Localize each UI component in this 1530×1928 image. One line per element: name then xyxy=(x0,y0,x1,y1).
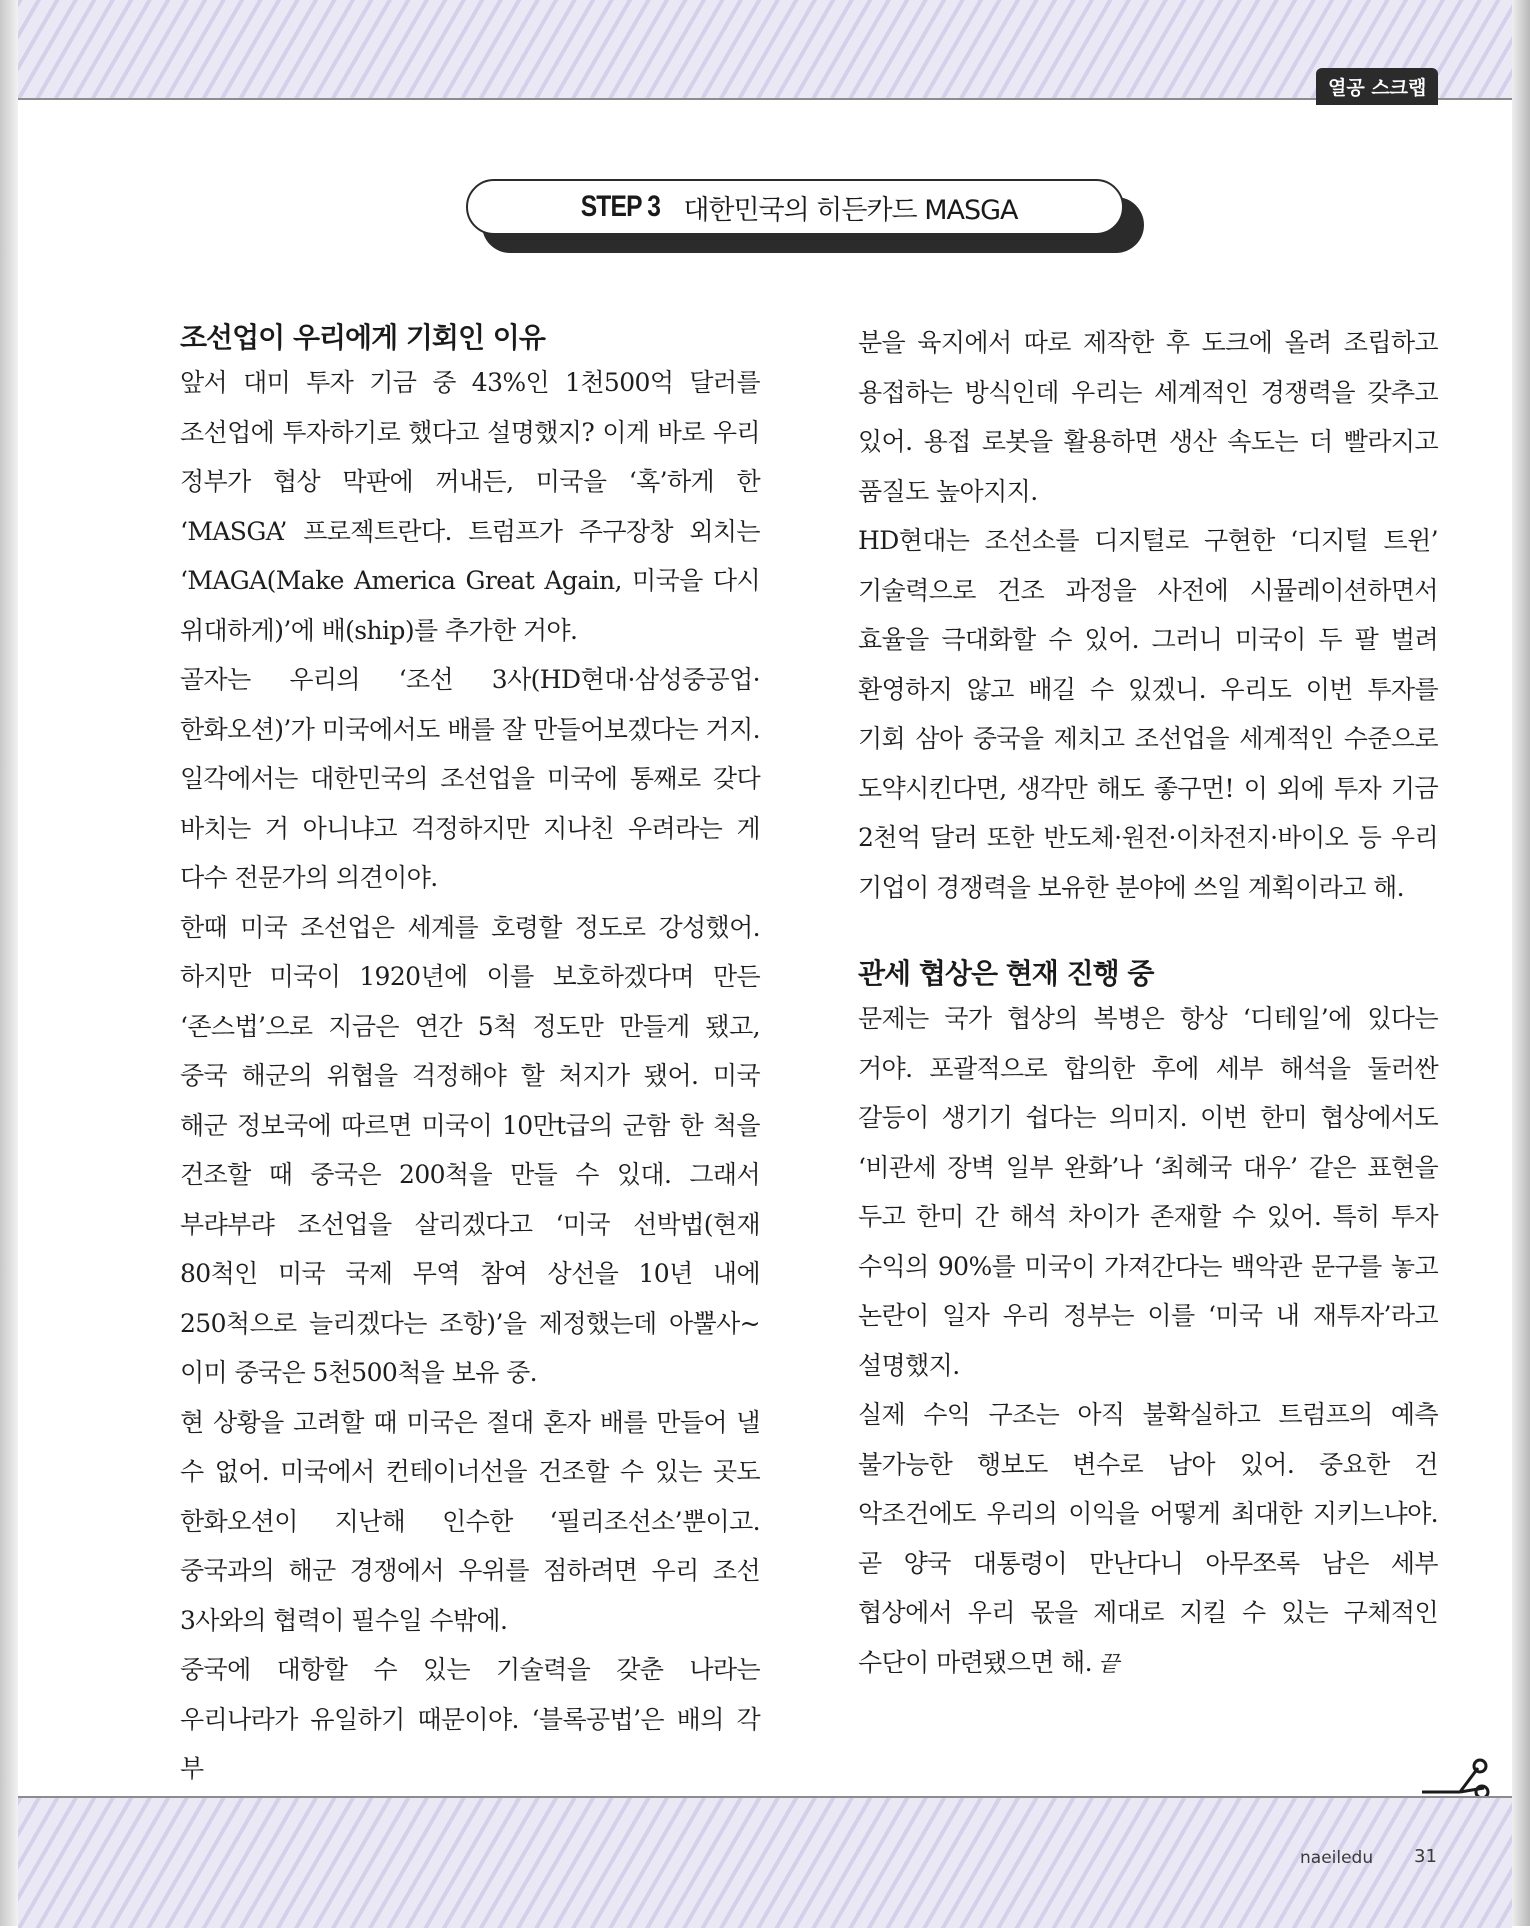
page-number: 31 xyxy=(1414,1846,1437,1867)
banner-pill xyxy=(466,179,1124,235)
bottom-decorative-band xyxy=(18,1796,1512,1928)
paragraph: 한때 미국 조선업은 세계를 호령할 정도로 강성했어. 하지만 미국이 1920년에 이를 보호하겠다며 만든 ‘존스법’으로 지금은 연간 5척 정도만 만들게 됐고, 중국 해군의 위협을 걱정해야 할 처지가 됐어. 미국 해군 정보국에 따르면 미국이 10만t급의 군함 한 척을 건조할 때 중국은 200척을 만들 수 있대. 그래서 부랴부랴 조선업을 살리겠다고 ‘미국 선박법(현재 80척인 미국 국제 무역 참여 상선을 10년 내에 250척으로 늘리겠다는 조항)’을 제정했는데 아뿔사~ 이미 중국은 5천500척을 보유 중. xyxy=(180,912,760,1387)
paragraph-text: 실제 수익 구조는 아직 불확실하고 트럼프의 예측 불가능한 행보도 변수로 남아 있어. 중요한 건 악조건에도 우리의 이익을 어떻게 최대한 지키느냐야. 곧 양국 대통령이 만난다니 아무쪼록 남은 세부 협상에서 우리 몫을 제대로 지킬 수 있는 구체적인 수단이 마련됐으면 해. xyxy=(858,1400,1438,1677)
top-decorative-band xyxy=(18,0,1512,100)
paragraph: 분을 육지에서 따로 제작한 후 도크에 올려 조립하고 용접하는 방식인데 우리는 세계적인 경쟁력을 갖추고 있어. 용접 로봇을 활용하면 생산 속도는 더 빨라지고 품질도 높아지지. xyxy=(858,328,1438,506)
paragraph xyxy=(858,1390,1438,1689)
paragraph: 중국에 대항할 수 있는 기술력을 갖춘 나라는 우리나라가 유일하기 때문이야. ‘블록공법’은 배의 각 부 xyxy=(180,1655,760,1783)
paragraph: 골자는 우리의 ‘조선 3사(HD현대·삼성중공업·한화오션)’가 미국에서도 배를 잘 만들어보겠다는 거지. 일각에서는 대한민국의 조선업을 미국에 통째로 갖다 바치는 거 아니냐고 걱정하지만 지나친 우려라는 게 다수 전문가의 의견이야. xyxy=(180,665,760,892)
paragraph: 앞서 대미 투자 기금 중 43%인 1천500억 달러를 조선업에 투자하기로 했다고 설명했지? 이게 바로 우리 정부가 협상 막판에 꺼내든, 미국을 ‘혹’하게 한 ‘MASGA’ 프로젝트란다. 트럼프가 주구장창 외치는 ‘MAGA(Make America Great Again, 미국을 다시 위대하게)’에 배(ship)를 추가한 거야. xyxy=(180,368,760,645)
paragraph: HD현대는 조선소를 디지털로 구현한 ‘디지털 트윈’ 기술력으로 건조 과정을 사전에 시뮬레이션하면서 효율을 극대화할 수 있어. 그러니 미국이 두 팔 벌려 환영하지 않고 배길 수 있겠니. 우리도 이번 투자를 기회 삼아 중국을 제치고 조선업을 세계적인 수준으로 도약시킨다면, 생각만 해도 좋구먼! 이 외에 투자 기금 2천억 달러 또한 반도체·원전·이차전지·바이오 등 우리 기업이 경쟁력을 보유한 분야에 쓰일 계획이라고 해. xyxy=(858,526,1438,902)
section-tag: 열공 스크랩 xyxy=(1316,68,1438,105)
end-mark: 끝 xyxy=(1098,1651,1119,1677)
paragraph: 문제는 국가 협상의 복병은 항상 ‘디테일’에 있다는 거야. 포괄적으로 합의한 후에 세부 해석을 둘러싼 갈등이 생기기 쉽다는 의미지. 이번 한미 협상에서도 ‘비관세 장벽 일부 완화’나 ‘최혜국 대우’ 같은 표현을 두고 한미 간 해석 차이가 존재할 수 있어. 특히 투자 수익의 90%를 미국이 가져간다는 백악관 문구를 놓고 논란이 일자 우리 정부는 이를 ‘미국 내 재투자’라고 설명했지. xyxy=(858,1004,1438,1380)
left-column xyxy=(180,318,760,1794)
page-edge-right xyxy=(1512,0,1530,1926)
paragraph: 현 상황을 고려할 때 미국은 절대 혼자 배를 만들어 낼 수 없어. 미국에서 컨테이너선을 건조할 수 있는 곳도 한화오션이 지난해 인수한 ‘필리조선소’뿐이고. 중국과의 해군 경쟁에서 우위를 점하려면 우리 조선 3사와의 협력이 필수일 수밖에. xyxy=(180,1407,760,1635)
right-column xyxy=(858,318,1438,1689)
footer-brand: naeiledu xyxy=(1300,1848,1374,1868)
step-banner xyxy=(466,179,1144,255)
section-heading-2: 관세 협상은 현재 진행 중 xyxy=(858,957,1154,990)
section-heading-1: 조선업이 우리에게 기회인 이유 xyxy=(180,321,545,354)
banner-title: 대한민국의 히든카드 MASGA xyxy=(683,194,1018,226)
page-edge-left xyxy=(0,0,18,1926)
banner-step-label: STEP 3 xyxy=(581,190,661,223)
